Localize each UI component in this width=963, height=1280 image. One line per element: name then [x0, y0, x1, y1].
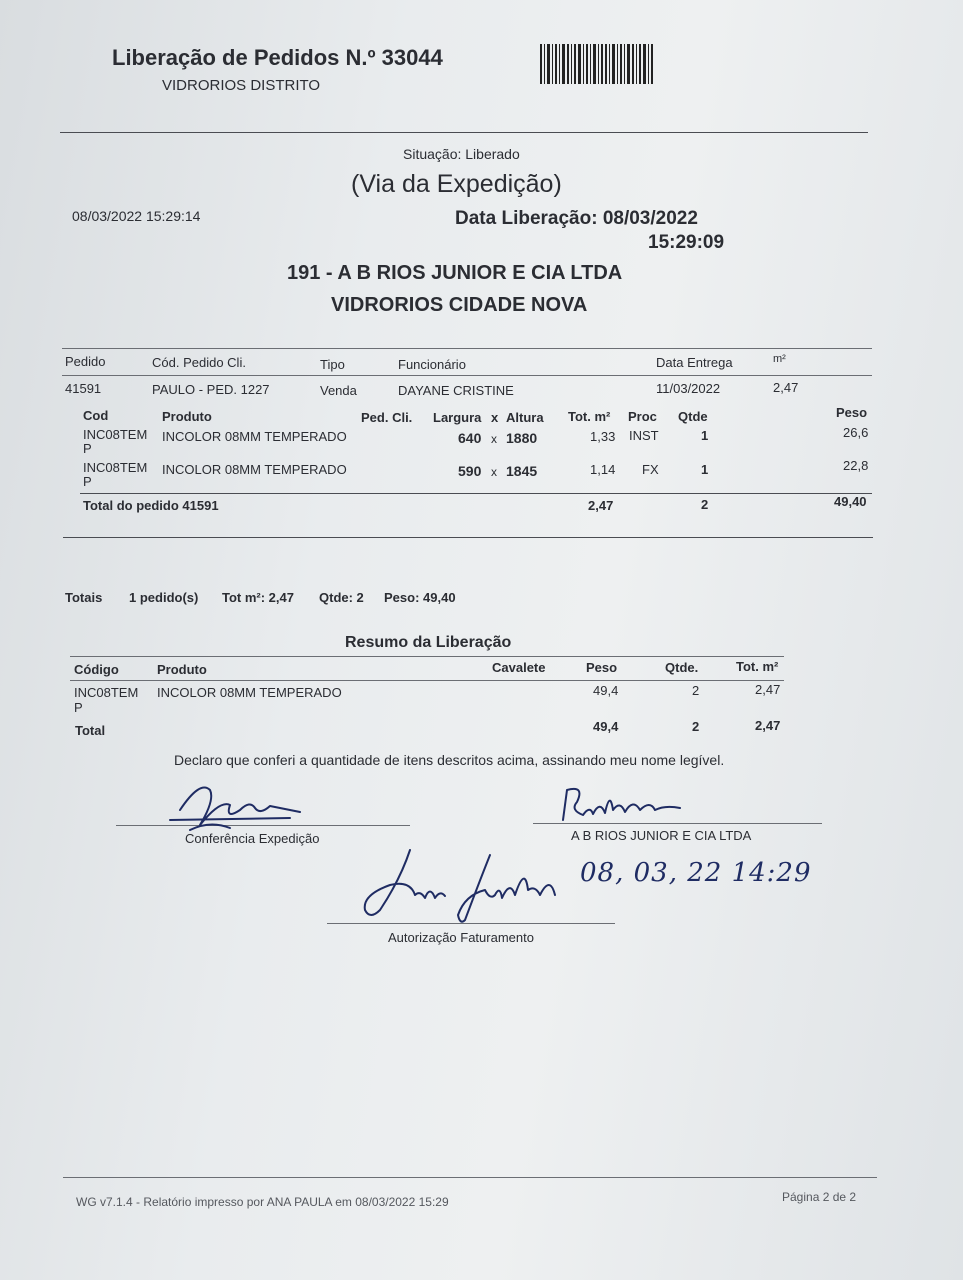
item-header-qtde: Qtde — [678, 409, 708, 424]
item-header-x: x — [491, 410, 499, 425]
client-name: 191 - A B RIOS JUNIOR E CIA LTDA — [287, 262, 623, 284]
signature-label-client: A B RIOS JUNIOR E CIA LTDA — [571, 828, 752, 843]
item-2-produto: INCOLOR 08MM TEMPERADO — [162, 462, 347, 477]
signature-conferencia — [160, 770, 310, 850]
item-1-tot-m2: 1,33 — [590, 429, 616, 444]
summary-top-divider — [70, 656, 784, 657]
summary-header-peso: Peso — [586, 660, 618, 675]
item-2-x: x — [491, 465, 497, 479]
footer-page-number: Página 2 de 2 — [782, 1190, 857, 1204]
signature-autorizacao — [340, 840, 580, 935]
item-1-x: x — [491, 432, 497, 446]
item-2-altura: 1845 — [506, 463, 538, 479]
signature-label-conferencia: Conferência Expedição — [185, 831, 320, 846]
totals-label: Totais — [65, 590, 103, 605]
col-header-m2: m² — [773, 353, 786, 365]
summary-row-tot-m2: 2,47 — [755, 682, 781, 697]
order-total-m2: 2,47 — [588, 498, 614, 513]
totals-pedidos: 1 pedido(s) — [129, 590, 199, 605]
order-total-label: Total do pedido 41591 — [83, 498, 219, 513]
summary-total-qtde: 2 — [692, 719, 700, 734]
item-2-largura: 590 — [458, 463, 482, 479]
order-header-divider — [62, 375, 872, 376]
summary-header-produto: Produto — [157, 662, 207, 677]
footer-divider — [63, 1177, 877, 1178]
item-header-produto: Produto — [162, 409, 212, 424]
item-1-largura: 640 — [458, 430, 482, 446]
release-time: 15:29:09 — [648, 232, 725, 253]
summary-header-divider — [70, 680, 784, 681]
item-1-qtde: 1 — [701, 428, 709, 443]
copy-label: (Via da Expedição) — [351, 170, 562, 198]
order-cod-pedido-cli: PAULO - PED. 1227 — [152, 382, 270, 397]
item-2-qtde: 1 — [701, 462, 709, 477]
document-title: Liberação de Pedidos N.º 33044 — [112, 45, 443, 70]
item-2-proc: FX — [642, 462, 659, 477]
order-m2: 2,47 — [773, 380, 799, 395]
item-1-produto: INCOLOR 08MM TEMPERADO — [162, 429, 347, 444]
footer-print-info: WG v7.1.4 - Relatório impresso por ANA PAULA em 08/03/2022 15:29 — [76, 1195, 449, 1209]
order-bottom-divider — [63, 537, 873, 538]
col-header-pedido: Pedido — [65, 354, 106, 369]
col-header-tipo: Tipo — [320, 357, 345, 372]
order-top-divider — [62, 348, 872, 349]
item-header-peso: Peso — [836, 405, 868, 420]
item-2-cod: INC08TEM P — [83, 460, 148, 489]
item-header-ped-cli: Ped. Cli. — [361, 410, 413, 425]
totals-peso: Peso: 49,40 — [384, 590, 456, 605]
item-header-largura: Largura — [433, 410, 482, 425]
summary-title: Resumo da Liberação — [345, 634, 512, 651]
item-header-proc: Proc — [628, 409, 657, 424]
summary-header-codigo: Código — [74, 662, 119, 677]
item-2-tot-m2: 1,14 — [590, 462, 616, 477]
release-date: Data Liberação: 08/03/2022 — [455, 208, 698, 229]
print-datetime: 08/03/2022 15:29:14 — [72, 208, 201, 224]
item-1-altura: 1880 — [506, 430, 538, 446]
col-header-funcionario: Funcionário — [398, 357, 466, 372]
summary-row-qtde: 2 — [692, 683, 700, 698]
header-divider — [60, 132, 868, 133]
col-header-data-entrega: Data Entrega — [656, 355, 733, 370]
item-1-peso: 26,6 — [843, 425, 869, 440]
totals-qtde: Qtde: 2 — [319, 590, 364, 605]
item-1-proc: INST — [629, 428, 659, 443]
barcode — [540, 44, 684, 84]
col-header-cod-pedido-cli: Cód. Pedido Cli. — [152, 355, 246, 370]
summary-row-peso: 49,4 — [593, 683, 619, 698]
item-header-altura: Altura — [506, 410, 544, 425]
order-total-qtde: 2 — [701, 497, 709, 512]
order-total-divider — [80, 493, 872, 494]
item-1-cod: INC08TEM P — [83, 427, 148, 456]
order-tipo: Venda — [320, 383, 357, 398]
summary-total-m2: 2,47 — [755, 718, 781, 733]
status-text: Situação: Liberado — [403, 146, 520, 162]
declaration-text: Declaro que conferi a quantidade de itens descritos acima, assinando meu nome legível. — [174, 752, 725, 768]
item-header-cod: Cod — [83, 408, 109, 423]
order-funcionario: DAYANE CRISTINE — [398, 383, 514, 398]
order-pedido: 41591 — [65, 381, 102, 396]
item-header-tot-m2: Tot. m² — [568, 409, 611, 424]
item-2-peso: 22,8 — [843, 458, 869, 473]
summary-total-label: Total — [75, 723, 106, 738]
summary-header-tot-m2: Tot. m² — [736, 659, 779, 674]
totals-m2: Tot m²: 2,47 — [222, 590, 294, 605]
company-name: VIDRORIOS DISTRITO — [162, 77, 321, 94]
signature-client — [555, 780, 695, 830]
summary-row-produto: INCOLOR 08MM TEMPERADO — [157, 685, 342, 700]
summary-total-peso: 49,4 — [593, 719, 619, 734]
order-data-entrega: 11/03/2022 — [656, 381, 721, 396]
handwritten-date: 08, 03, 22 14:29 — [580, 858, 812, 888]
signature-label-autorizacao: Autorização Faturamento — [388, 930, 534, 945]
summary-row-codigo: INC08TEM P — [74, 685, 139, 715]
client-store: VIDRORIOS CIDADE NOVA — [331, 294, 588, 316]
summary-header-cavalete: Cavalete — [492, 660, 546, 675]
order-total-peso: 49,40 — [834, 494, 867, 509]
summary-header-qtde: Qtde. — [665, 660, 699, 675]
